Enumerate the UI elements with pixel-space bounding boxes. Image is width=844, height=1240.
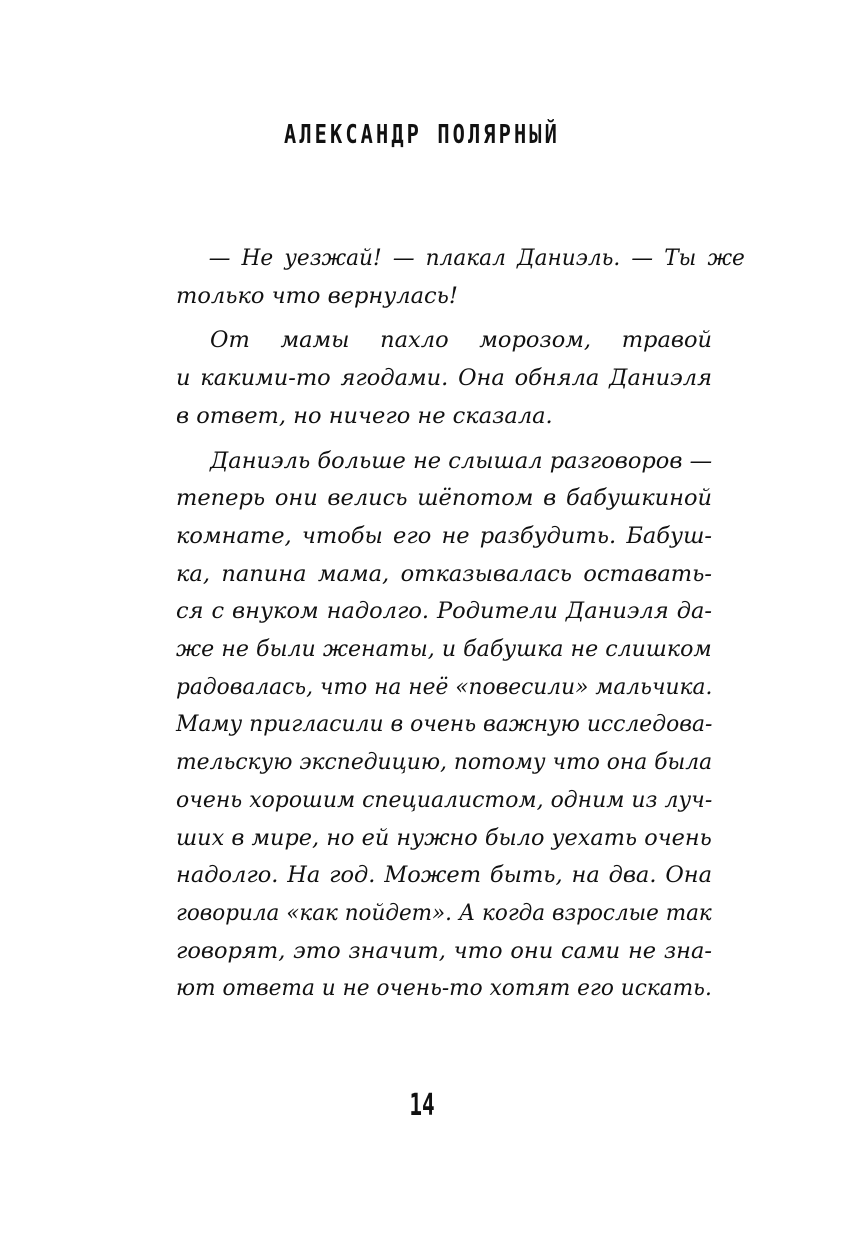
text-line: говорят, это значит, что они сами не зна-: [176, 937, 712, 964]
text-line: и какими-то ягодами. Она обняла Даниэля: [176, 365, 712, 392]
text-line: Даниэль больше не слышал разговоров —: [210, 447, 713, 474]
text-line: теперь они велись шёпотом в бабушкиной: [176, 485, 712, 512]
text-line: Маму пригласили в очень важную исследова-: [176, 711, 713, 738]
text-line: ка, папина мама, отказывалась оставать-: [176, 560, 712, 587]
text-line: очень хорошим специалистом, одним из луч-: [176, 786, 713, 813]
text-line: ших в мире, но ей нужно было уехать очень: [176, 824, 712, 851]
paragraph-3: [176, 443, 712, 1009]
text-line: — Не уезжай! — плакал Даниэль. — Ты же: [208, 245, 745, 271]
text-line: ся с внуком надолго. Родители Даниэля да-: [176, 598, 712, 625]
text-line: в ответ, но ничего не сказала.: [176, 402, 553, 429]
text-line: комнате, чтобы его не разбудить. Бабуш-: [176, 522, 712, 549]
text-line: радовалась, что на неё «повесили» мальчика.: [176, 673, 713, 700]
text-line: От мамы пахло морозом, травой: [210, 327, 712, 354]
text-line: только что вернулась!: [176, 282, 458, 309]
paragraph-2: [176, 322, 712, 435]
page-number: 14: [409, 1088, 435, 1123]
body-text: [176, 240, 745, 1008]
paragraph-1: [176, 240, 745, 315]
running-head: АЛЕКСАНДР ПОЛЯРНЫЙ: [284, 120, 560, 150]
text-line: ют ответа и не очень-то хотят его искать.: [176, 975, 712, 1002]
text-line: тельскую экспедицию, потому что она была: [176, 749, 713, 776]
text-line: надолго. На год. Может быть, на два. Она: [176, 862, 712, 889]
text-line: же не были женаты, и бабушка не слишком: [176, 636, 712, 663]
text-line: говорила «как пойдет». А когда взрослые так: [176, 899, 712, 926]
